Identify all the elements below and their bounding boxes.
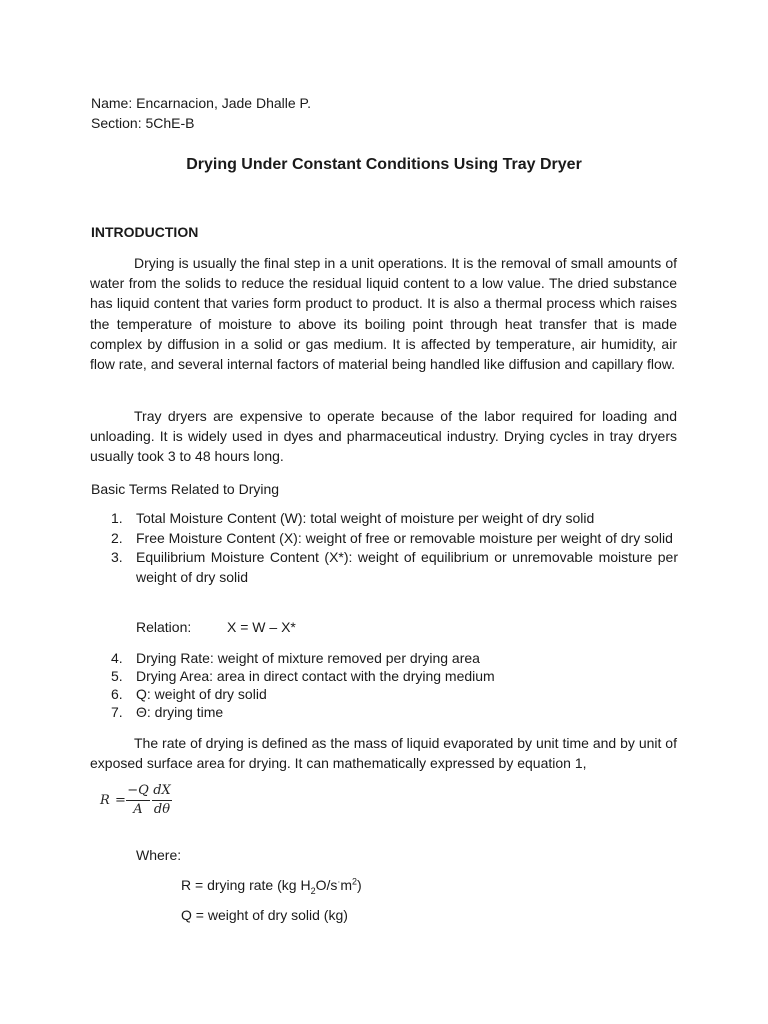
list-item-text: Drying Rate: weight of mixture removed per drying area [136,650,480,666]
definition-r [181,875,362,895]
list-item-text: Θ: drying time [136,704,224,720]
list-item [91,548,678,587]
list-item-text: Total Moisture Content (W): total weight of moisture per weight of dry solid [136,510,595,526]
list-item-number: 1. [111,510,123,526]
fraction-q-over-a [126,783,150,818]
equation-lhs: R [100,793,110,808]
relation-equation: X = W – X* [227,619,296,635]
fraction-denominator: dθ [153,802,171,817]
basic-terms-heading: Basic Terms Related to Drying [91,481,280,497]
superscript: 2 [352,876,358,887]
terms-list-1 [91,509,678,587]
fraction-dx-over-dtheta [152,783,172,818]
definition-q: Q = weight of dry solid (kg) [181,907,348,923]
rate-paragraph: The rate of drying is defined as the mass of liquid evaporated by unit time and by unit of exposed surface area for drying. It can mathematically expressed by equation 1, [90,735,677,772]
list-item [91,685,678,703]
document-title: Drying Under Constant Conditions Using Tray Dryer [186,156,582,173]
fraction-numerator: −Q [127,783,149,798]
terms-list-2 [91,649,678,721]
fraction-bar [152,800,172,801]
list-item-number: 4. [111,650,123,666]
definition-text: m [340,877,353,893]
list-item-text: Drying Area: area in direct contact with the drying medium [136,668,495,684]
student-name: Name: Encarnacion, Jade Dhalle P. [91,95,311,111]
fraction-bar [126,800,150,801]
student-section: Section: 5ChE-B [91,115,195,131]
list-item-text: Q: weight of dry solid [136,686,267,702]
fraction-numerator: dX [153,783,171,798]
list-item-number: 5. [111,668,123,684]
list-item-number: 7. [111,704,123,720]
where-label: Where: [136,847,182,863]
definition-text: R = drying rate (kg H [181,877,311,893]
introduction-heading: INTRODUCTION [91,224,199,240]
list-item-number: 3. [111,549,123,565]
superscript-dot: · [337,876,341,887]
definition-text: O/s [315,877,338,893]
list-item [91,509,678,529]
definition-text: ) [357,877,362,893]
equation-equals: = [115,793,126,808]
subscript: 2 [310,885,316,896]
relation-line [136,617,296,637]
list-item [91,529,678,549]
list-item-number: 6. [111,686,123,702]
list-item [91,703,678,721]
list-item-text: Equilibrium Moisture Content (X*): weight of equilibrium or unremovable moisture per weight of dry solid [136,549,678,585]
introduction-paragraph-2: Tray dryers are expensive to operate because of the labor required for loading and unloading. It is widely used in dyes and pharmaceutical industry. Drying cycles in tray dryers usually took 3 to 48 hours long. [90,408,677,465]
fraction-denominator: A [133,802,143,817]
list-item [91,667,678,685]
introduction-paragraph-1: Drying is usually the final step in a unit operations. It is the removal of small amounts of water from the solids to reduce the residual liquid content to a low value. The dried substance has liquid content that varies form product to product. It is also a thermal process which raises the temperature of moisture to above its boiling point through heat transfer that is made complex by diffusion in a solid or gas medium. It is affected by temperature, air humidity, air flow rate, and several internal factors of material being handled like diffusion and capillary flow. [90,255,677,373]
list-item-text: Free Moisture Content (X): weight of free or removable moisture per weight of dry solid [136,529,673,546]
list-item [91,649,678,667]
relation-label: Relation: [136,619,192,635]
list-item-number: 2. [111,529,123,546]
